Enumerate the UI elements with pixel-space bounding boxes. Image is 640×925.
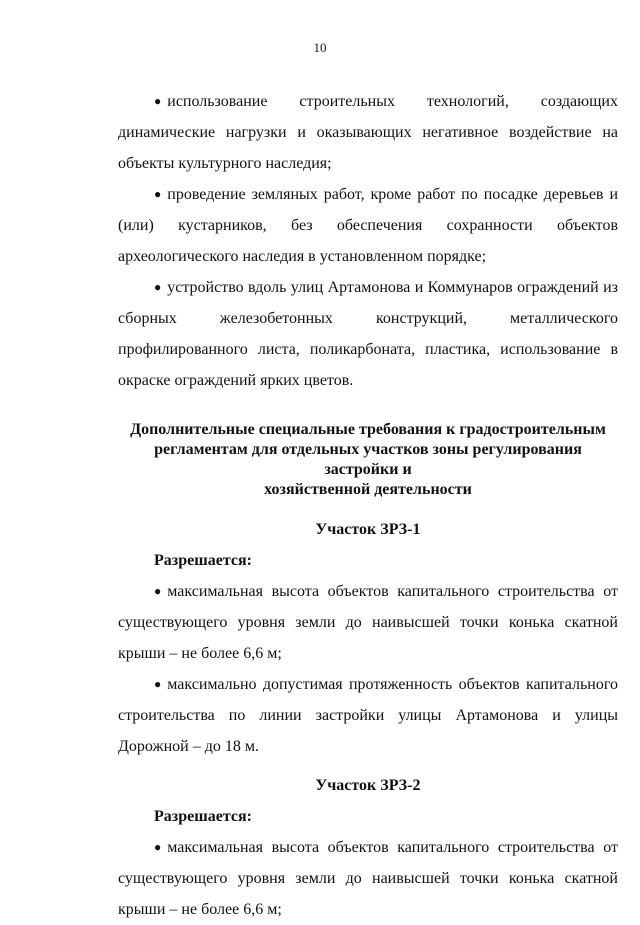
permitted-label: Разрешается: — [154, 808, 252, 825]
page-number: 10 — [313, 40, 327, 55]
section-heading — [118, 420, 618, 500]
bullet-icon: ● — [154, 584, 162, 598]
bullet-icon: ● — [154, 840, 162, 854]
heading-line: регламентам для отдельных участков зоны регулирования застройки и — [154, 441, 582, 478]
bullet-text: использование строительных технологий, создающих динамические нагрузки и оказывающих негативное воздействие на объекты культурного наследия; — [118, 93, 618, 172]
bullet-text: проведение земляных работ, кроме работ по посадке деревьев и (или) кустарников, без обеспечения сохранности объектов археологического наследия в установленном порядке; — [118, 186, 618, 265]
permitted-label: Разрешается: — [154, 552, 252, 569]
bullet-icon: ● — [154, 187, 162, 201]
bullet-paragraph — [118, 669, 618, 762]
bullet-paragraph — [118, 179, 618, 272]
bullet-icon: ● — [154, 94, 162, 108]
bullet-text: максимальная высота объектов капитального строительства от существующего уровня земли до наивысшей точки конька скатной крыши – не более 6,6 м; — [118, 583, 618, 662]
bullet-paragraph — [118, 272, 618, 396]
heading-line: хозяйственной деятельности — [264, 481, 472, 498]
subsection-title: Участок ЗРЗ-1 — [315, 521, 421, 538]
heading-line: Дополнительные специальные требования к градостроительным — [130, 421, 606, 438]
bullet-paragraph — [118, 86, 618, 179]
subsection-title: Участок ЗРЗ-2 — [315, 777, 421, 794]
bullet-paragraph — [118, 832, 618, 925]
bullet-text: устройство вдоль улиц Артамонова и Коммунаров ограждений из сборных железобетонных конструкций, металлического профилированного листа, поликарбоната, пластика, использование в окраске ограждений ярких цветов. — [118, 279, 618, 389]
bullet-text: максимально допустимая протяженность объектов капитального строительства по линии застройки улицы Артамонова и улицы Дорожной – до 18 м. — [118, 676, 618, 755]
bullet-text: максимальная высота объектов капитального строительства от существующего уровня земли до наивысшей точки конька скатной крыши – не более 6,6 м; — [118, 839, 618, 918]
document-body — [118, 86, 618, 925]
bullet-paragraph — [118, 576, 618, 669]
bullet-icon: ● — [154, 677, 162, 691]
bullet-icon: ● — [154, 280, 162, 294]
